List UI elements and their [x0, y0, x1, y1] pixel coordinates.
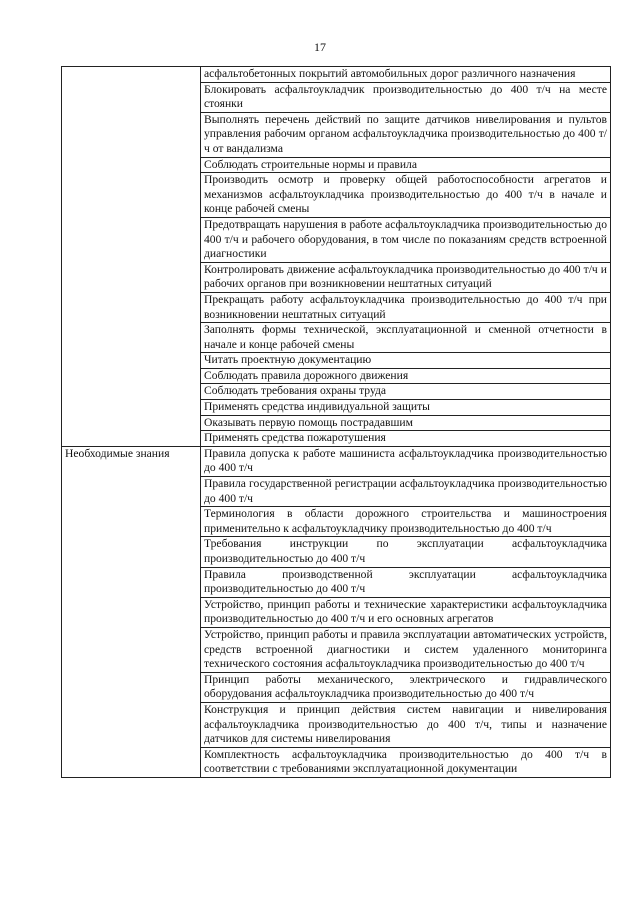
page-number: 17: [314, 40, 326, 54]
skills-label-cell: [62, 67, 201, 447]
knowledge-item: Терминология в области дорожного строительства и машиностроения применительно к асфальтоукладчику производительностью до 400 т/ч: [201, 507, 611, 537]
knowledge-label-cell: Необходимые знания: [62, 446, 201, 777]
skills-item: Блокировать асфальтоукладчик производительностью до 400 т/ч на месте стоянки: [201, 82, 611, 112]
knowledge-item: Устройство, принцип работы и технические характеристики асфальтоукладчика производительностью до 400 т/ч и его основных агрегатов: [201, 597, 611, 627]
knowledge-item: Правила производственной эксплуатации асфальтоукладчика производительностью до 400 т/ч: [201, 567, 611, 597]
table-body: [62, 67, 611, 778]
knowledge-item: Правила государственной регистрации асфальтоукладчика производительностью до 400 т/ч: [201, 477, 611, 507]
skills-item: Оказывать первую помощь пострадавшим: [201, 415, 611, 431]
knowledge-row: [62, 446, 611, 476]
knowledge-item: Устройство, принцип работы и правила эксплуатации автоматических устройств, средств встроенной диагностики и систем удаленного мониторинга технического состояния асфальтоукладчика производительностью до 400 т/ч: [201, 627, 611, 672]
skills-item: Предотвращать нарушения в работе асфальтоукладчика производительностью до 400 т/ч и рабочего оборудования, в том числе по показаниям средств встроенной диагностики: [201, 217, 611, 262]
skills-item: Заполнять формы технической, эксплуатационной и сменной отчетности в начале и конце рабочей смены: [201, 323, 611, 353]
knowledge-item: Конструкция и принцип действия систем навигации и нивелирования асфальтоукладчика производительностью до 400 т/ч, типы и назначение датчиков для системы нивелирования: [201, 702, 611, 747]
knowledge-item: Комплектность асфальтоукладчика производительностью до 400 т/ч в соответствии с требованиями эксплуатационной документации: [201, 747, 611, 777]
skills-item: асфальтобетонных покрытий автомобильных дорог различного назначения: [201, 67, 611, 83]
skills-item: Читать проектную документацию: [201, 353, 611, 369]
competency-table: [61, 66, 611, 778]
skills-item: Соблюдать строительные нормы и правила: [201, 157, 611, 173]
knowledge-item: Принцип работы механического, электрического и гидравлического оборудования асфальтоукладчика производительностью до 400 т/ч: [201, 672, 611, 702]
skills-item: Прекращать работу асфальтоукладчика производительностью до 400 т/ч при возникновении нештатных ситуаций: [201, 292, 611, 322]
knowledge-item: Правила допуска к работе машиниста асфальтоукладчика производительностью до 400 т/ч: [201, 446, 611, 476]
skills-item: Применять средства пожаротушения: [201, 431, 611, 447]
skills-item: Соблюдать правила дорожного движения: [201, 368, 611, 384]
skills-item: Выполнять перечень действий по защите датчиков нивелирования и пультов управления рабочим органом асфальтоукладчика производительностью до 400 т/ч от вандализма: [201, 112, 611, 157]
skills-item: Соблюдать требования охраны труда: [201, 384, 611, 400]
skills-item: Производить осмотр и проверку общей работоспособности агрегатов и механизмов асфальтоукладчика производительностью до 400 т/ч в начале и конце рабочей смены: [201, 173, 611, 218]
skills-row: [62, 67, 611, 83]
knowledge-item: Требования инструкции по эксплуатации асфальтоукладчика производительностью до 400 т/ч: [201, 537, 611, 567]
skills-item: Контролировать движение асфальтоукладчика производительностью до 400 т/ч и рабочих органов при возникновении нештатных ситуаций: [201, 262, 611, 292]
skills-item: Применять средства индивидуальной защиты: [201, 400, 611, 416]
